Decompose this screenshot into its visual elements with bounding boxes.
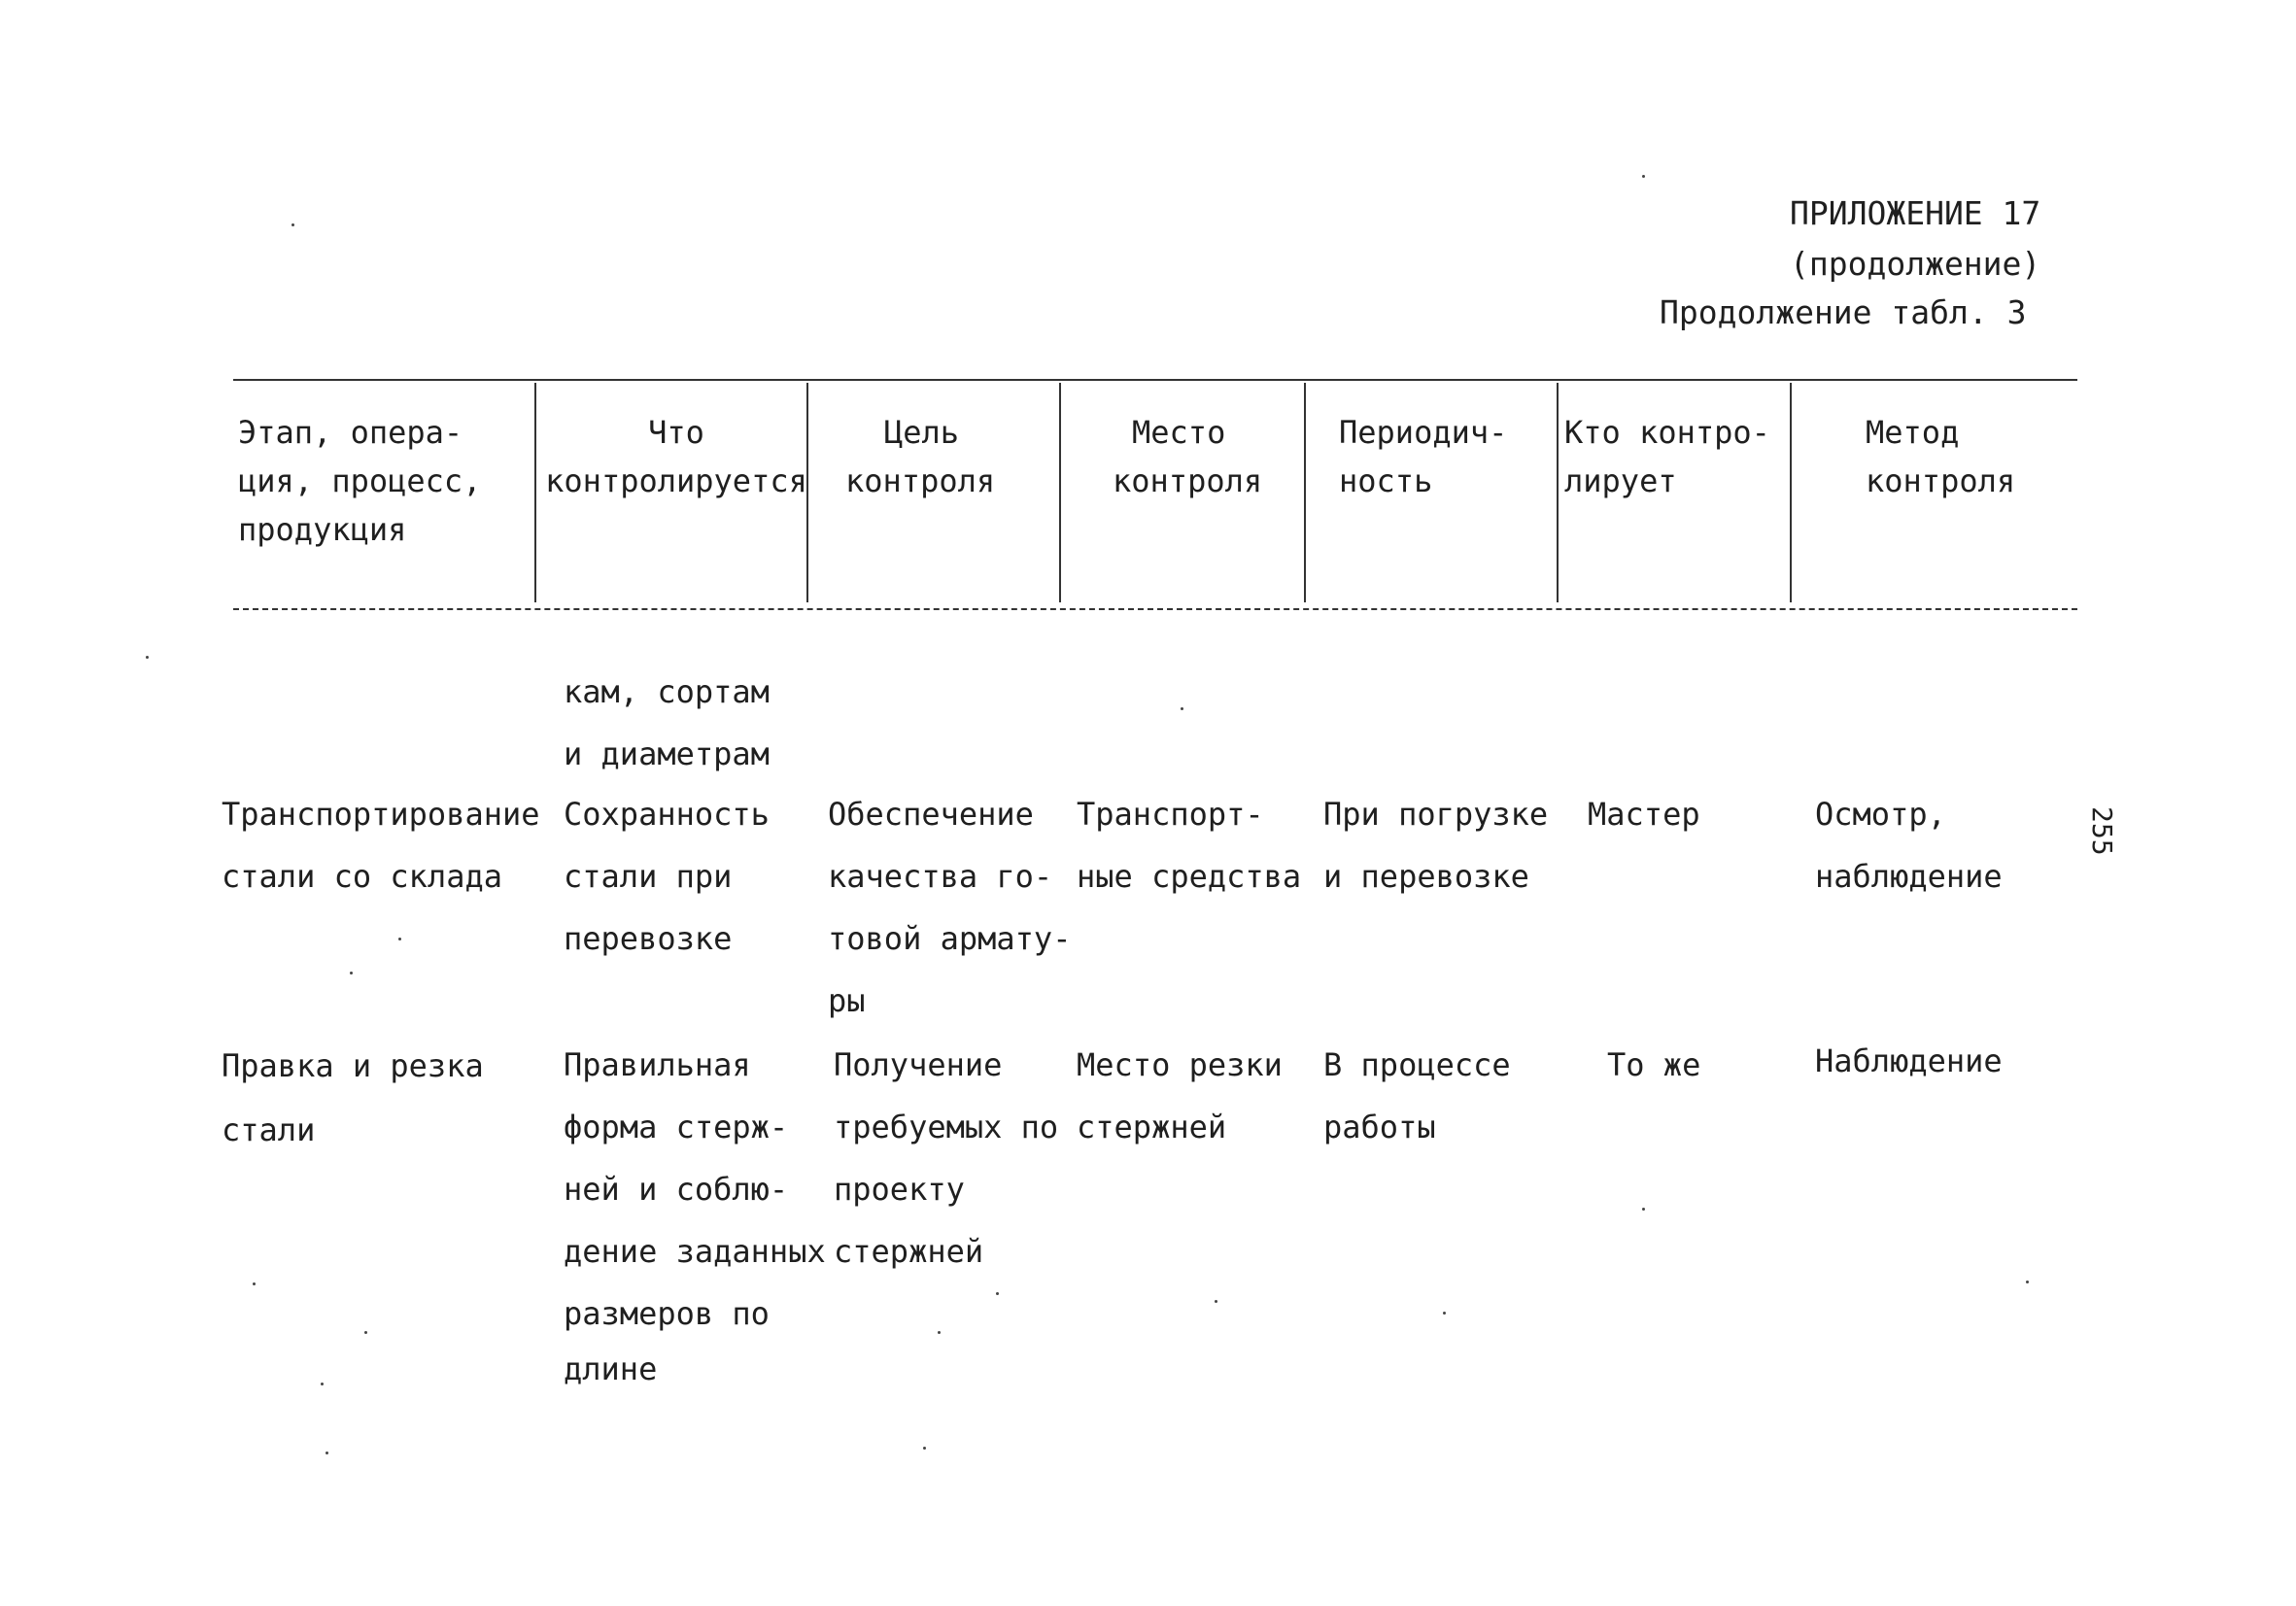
row-2-period: В процессе работы bbox=[1323, 1046, 1511, 1145]
row-1-period: При погрузке и перевозке bbox=[1323, 796, 1549, 895]
page-number: 255 bbox=[2086, 806, 2118, 856]
scan-speck bbox=[364, 1331, 367, 1334]
scan-speck bbox=[253, 1282, 256, 1285]
row-1-goal: Обеспечение качества го- товой армату- ры bbox=[828, 796, 1072, 1019]
scan-speck bbox=[1642, 1208, 1645, 1211]
row-2-who: То же bbox=[1607, 1046, 1701, 1083]
row-1-what: Сохранность стали при перевозке bbox=[564, 796, 770, 957]
column-header-stage: Этап, опера- ция, процесс, продукция bbox=[238, 414, 482, 548]
scan-speck bbox=[923, 1447, 926, 1450]
scan-speck bbox=[326, 1452, 328, 1454]
scan-speck bbox=[2026, 1281, 2029, 1283]
row-2-stage: Правка и резка стали bbox=[222, 1047, 484, 1148]
scan-speck bbox=[350, 972, 353, 974]
column-divider bbox=[1059, 383, 1061, 602]
row-1-who: Мастер bbox=[1588, 796, 1700, 833]
column-header-method: Метод контроля bbox=[1866, 414, 2016, 499]
row-2-what: Правильная форма стерж- ней и соблю- дение заданных размеров по длине bbox=[564, 1046, 826, 1387]
row-1-method: Осмотр, наблюдение bbox=[1815, 796, 2003, 895]
continued-cell: кам, сортам и диаметрам bbox=[564, 673, 770, 772]
row-1-place: Транспорт- ные средства bbox=[1077, 796, 1302, 895]
row-2-method: Наблюдение bbox=[1815, 1042, 2003, 1079]
row-2-goal: Получение требуемых по проекту стержней bbox=[834, 1046, 1059, 1270]
column-divider bbox=[1557, 383, 1559, 602]
column-header-goal: Цель контроля bbox=[845, 414, 996, 499]
scan-speck bbox=[1642, 175, 1645, 178]
table-header-rule bbox=[233, 608, 2077, 610]
row-1-stage: Транспортирование стали со склада bbox=[222, 796, 540, 895]
table-top-rule bbox=[233, 379, 2077, 381]
column-header-what: Что контролируется bbox=[545, 414, 807, 499]
scan-speck bbox=[321, 1383, 324, 1385]
row-2-place: Место резки стержней bbox=[1077, 1046, 1283, 1145]
appendix-label: ПРИЛОЖЕНИЕ 17 bbox=[1790, 194, 2041, 232]
column-divider bbox=[1304, 383, 1306, 602]
column-header-place: Место контроля bbox=[1113, 414, 1263, 499]
column-header-who: Кто контро- лирует bbox=[1564, 414, 1770, 499]
scan-speck bbox=[938, 1331, 941, 1334]
scan-speck bbox=[1443, 1312, 1446, 1315]
continuation-label: (продолжение) bbox=[1790, 245, 2041, 283]
scan-speck bbox=[1215, 1300, 1217, 1303]
scan-speck bbox=[146, 656, 149, 659]
scan-speck bbox=[1181, 707, 1183, 710]
scan-speck bbox=[398, 938, 401, 940]
scan-speck bbox=[291, 223, 294, 226]
column-divider bbox=[534, 383, 536, 602]
scan-speck bbox=[996, 1292, 999, 1295]
table-reference: Продолжение табл. 3 bbox=[1660, 293, 2027, 331]
column-header-period: Периодич- ность bbox=[1339, 414, 1508, 499]
column-divider bbox=[1790, 383, 1792, 602]
